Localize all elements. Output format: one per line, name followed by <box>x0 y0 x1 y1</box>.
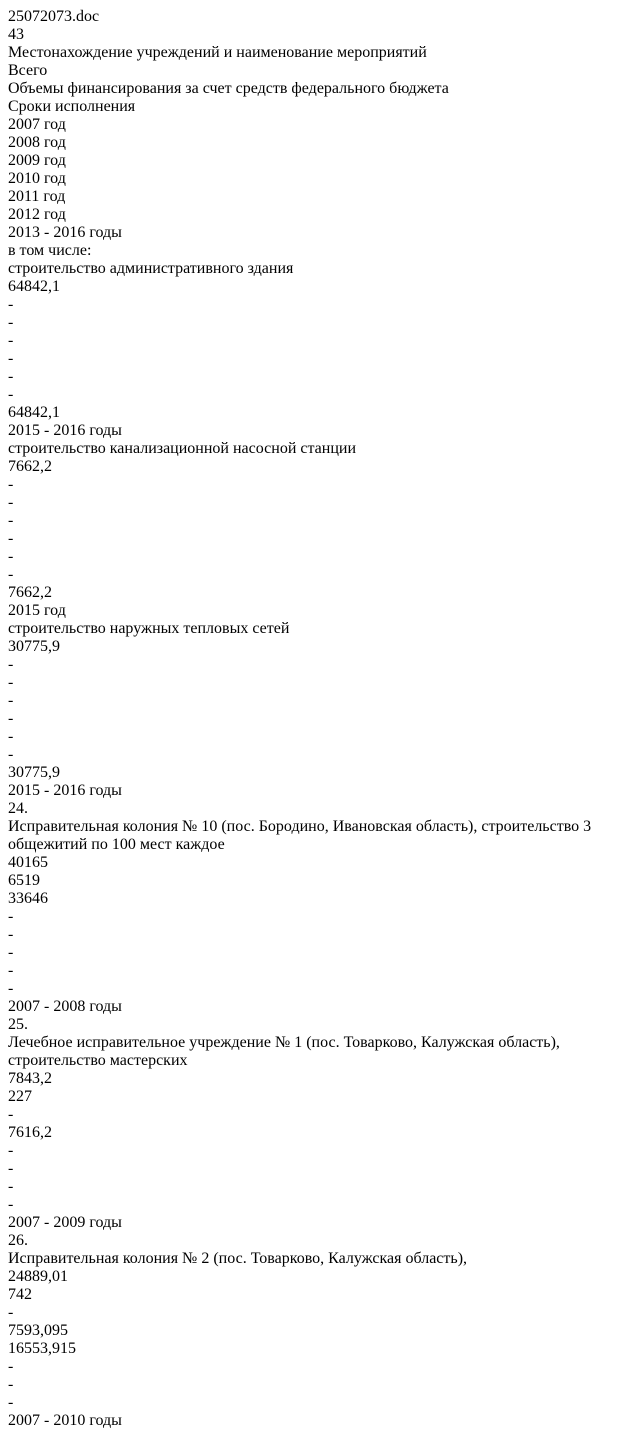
row-cell: - <box>8 1178 14 1195</box>
row-cell: 64842,1 <box>8 404 60 421</box>
row-terms: 2015 - 2016 годы <box>8 422 122 439</box>
row-cell: - <box>8 332 14 349</box>
row-cell: - <box>8 1160 14 1177</box>
row-cell: - <box>8 1196 14 1213</box>
row-name: Лечебное исправительное учреждение № 1 (пос. Товарково, Калужская область), строительство мастерских <box>8 1034 560 1069</box>
row-cell: - <box>8 1142 14 1159</box>
row-cell: - <box>8 656 14 673</box>
header-year: 2010 год <box>8 170 66 187</box>
row-cell: - <box>8 980 14 997</box>
row-total: 30775,9 <box>8 638 60 655</box>
row-cell: 7616,2 <box>8 1124 52 1141</box>
row-cell: 7662,2 <box>8 584 52 601</box>
row-cell: - <box>8 908 14 925</box>
row-cell: 33646 <box>8 890 48 907</box>
row-cell: - <box>8 1304 14 1321</box>
row-cell: - <box>8 386 14 403</box>
header-year: 2013 - 2016 годы <box>8 224 122 241</box>
row-cell: 227 <box>8 1088 32 1105</box>
row-cell: - <box>8 962 14 979</box>
row-terms: 2015 год <box>8 602 66 619</box>
row-cell: - <box>8 728 14 745</box>
row-cell: - <box>8 494 14 511</box>
row-cell: - <box>8 1376 14 1393</box>
header-total: Всего <box>8 62 48 79</box>
header-terms: Сроки исполнения <box>8 98 136 115</box>
row-name: строительство канализационной насосной станции <box>8 440 357 457</box>
financing-table <box>8 44 632 1430</box>
row-name: Исправительная колония № 10 (пос. Бородино, Ивановская область), строительство 3 общежитий по 100 мест каждое <box>8 818 592 853</box>
row-cell: 7593,095 <box>8 1322 68 1339</box>
row-terms: 2007 - 2010 годы <box>8 1412 122 1429</box>
row-cell: 6519 <box>8 872 40 889</box>
row-cell: - <box>8 692 14 709</box>
row-cell: 30775,9 <box>8 764 60 781</box>
rotated-table-area <box>8 26 632 1430</box>
row-cell: - <box>8 944 14 961</box>
row-name: в том числе: <box>8 242 92 259</box>
row-total: 24889,01 <box>8 1268 68 1285</box>
row-cell: - <box>8 1106 14 1123</box>
row-cell: - <box>8 926 14 943</box>
document-page <box>8 8 632 1430</box>
row-cell: - <box>8 368 14 385</box>
row-terms: 2007 - 2008 годы <box>8 998 122 1015</box>
row-terms: 2007 - 2009 годы <box>8 1214 122 1231</box>
row-cell: - <box>8 314 14 331</box>
file-name: 25072073.doc <box>8 8 100 25</box>
row-name: строительство административного здания <box>8 260 294 277</box>
row-cell: - <box>8 530 14 547</box>
header-year: 2012 год <box>8 206 66 223</box>
row-cell: - <box>8 746 14 763</box>
row-name: Исправительная колония № 2 (пос. Товарково, Калужская область), <box>8 1250 468 1267</box>
row-cell: - <box>8 548 14 565</box>
row-cell: - <box>8 296 14 313</box>
row-name: строительство наружных тепловых сетей <box>8 620 290 637</box>
row-cell: 742 <box>8 1286 32 1303</box>
row-total: 40165 <box>8 854 48 871</box>
row-number: 26. <box>8 1232 28 1249</box>
row-cell: - <box>8 476 14 493</box>
header-federal-budget: Объемы финансирования за счет средств федерального бюджета <box>8 80 449 97</box>
header-place: Местонахождение учреждений и наименование мероприятий <box>8 44 427 61</box>
row-cell: - <box>8 1358 14 1375</box>
header-year: 2011 год <box>8 188 66 205</box>
row-total: 64842,1 <box>8 278 60 295</box>
row-cell: - <box>8 512 14 529</box>
header-year: 2008 год <box>8 134 66 151</box>
row-cell: - <box>8 674 14 691</box>
row-cell: - <box>8 566 14 583</box>
row-terms: 2015 - 2016 годы <box>8 782 122 799</box>
row-number: 24. <box>8 800 28 817</box>
header-year: 2009 год <box>8 152 66 169</box>
header-year: 2007 год <box>8 116 66 133</box>
row-cell: - <box>8 1394 14 1411</box>
page-number: 43 <box>8 26 24 43</box>
row-total: 7662,2 <box>8 458 52 475</box>
row-total: 7843,2 <box>8 1070 52 1087</box>
row-cell: - <box>8 350 14 367</box>
row-number: 25. <box>8 1016 28 1033</box>
row-cell: 16553,915 <box>8 1340 76 1357</box>
row-cell: - <box>8 710 14 727</box>
